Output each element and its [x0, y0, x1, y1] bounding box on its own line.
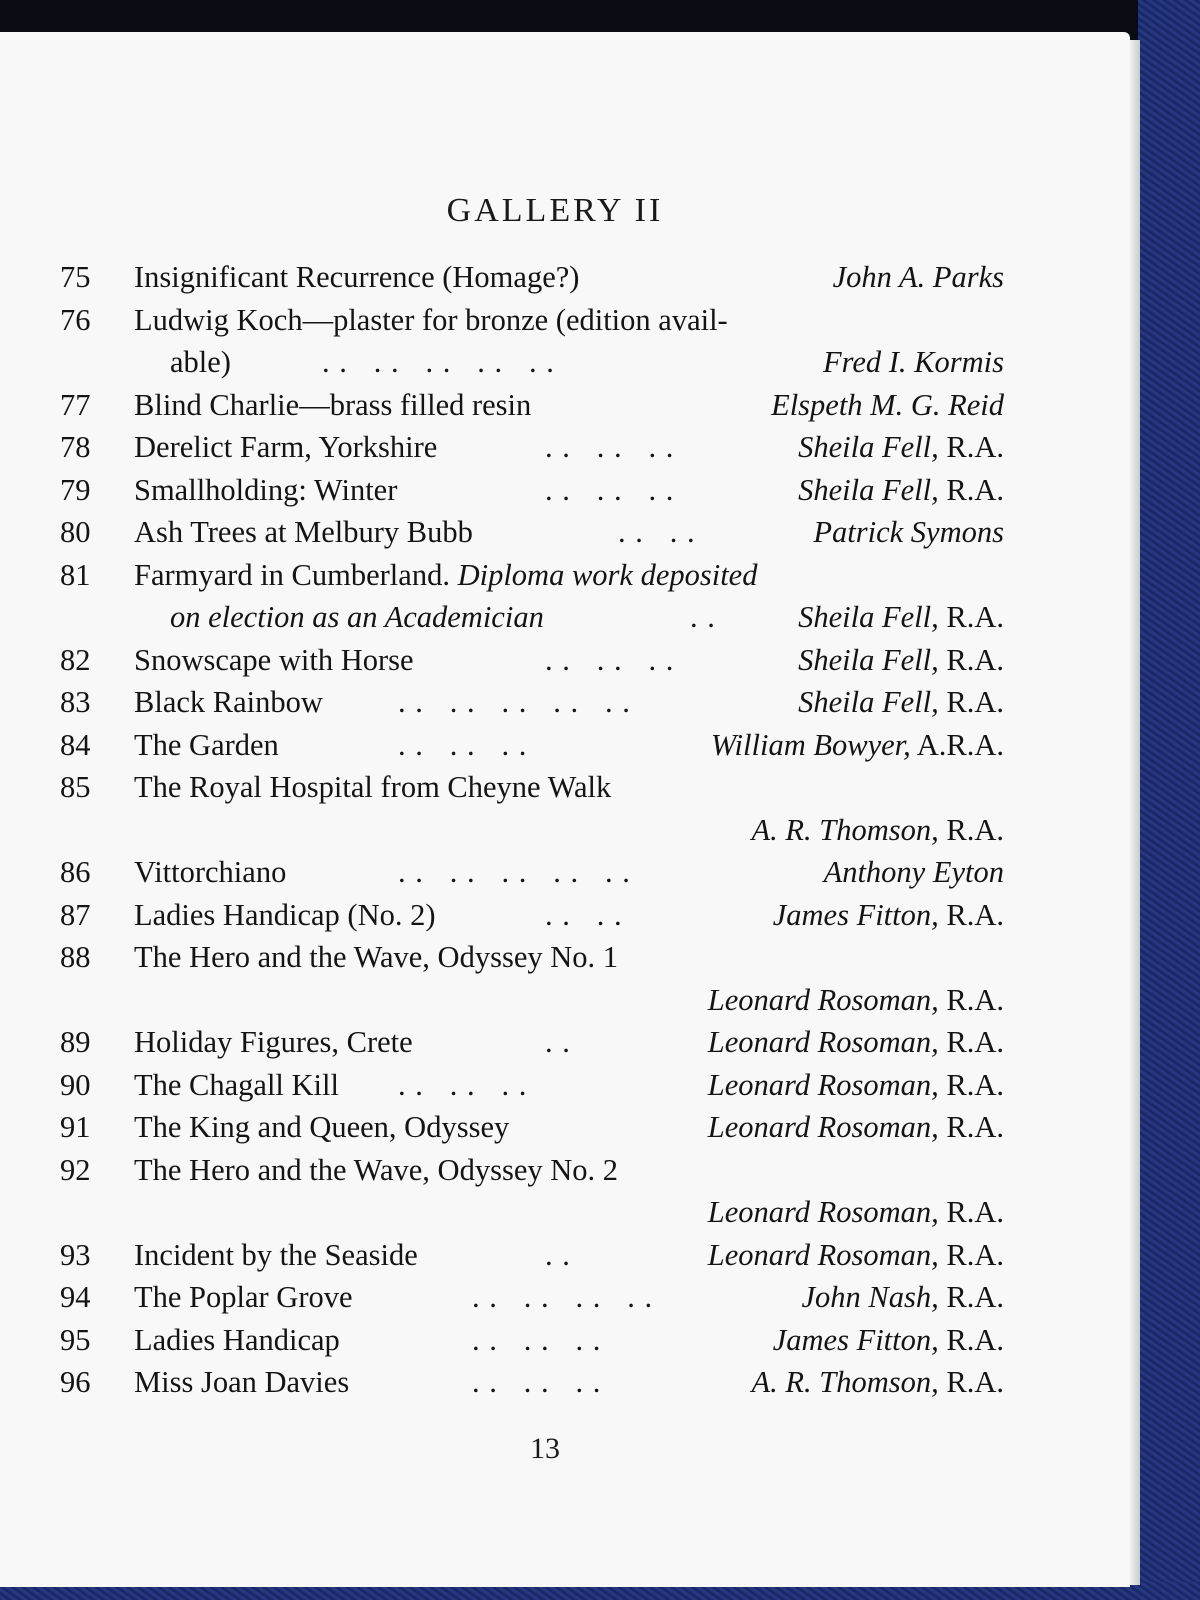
- entry-title-continued: able): [170, 345, 231, 379]
- entry-title: Farmyard in Cumberland. Diploma work deposited: [134, 557, 758, 592]
- entry-number: 90: [60, 1067, 91, 1102]
- dot-leader: . .: [545, 1025, 571, 1059]
- catalogue-entry: [0, 1234, 1130, 1277]
- catalogue-entry: [0, 766, 1130, 851]
- entry-title: Holiday Figures, Crete: [134, 1025, 413, 1059]
- dot-leader: . . . . . .: [398, 1067, 528, 1102]
- dot-leader: . . . . . . . . . .: [398, 685, 631, 719]
- entry-artist: Fred I. Kormis: [822, 345, 1004, 379]
- entry-title: The Royal Hospital from Cheyne Walk: [134, 770, 612, 804]
- entry-artist: Elspeth M. G. Reid: [771, 387, 1004, 422]
- dot-leader: . . . . . . . . . .: [398, 855, 631, 889]
- entry-title: The Poplar Grove: [134, 1280, 353, 1314]
- entry-list: [0, 256, 1130, 1404]
- dot-leader: . . . . . .: [545, 642, 675, 677]
- entry-note: Diploma work deposited: [457, 557, 758, 592]
- catalogue-page: [0, 32, 1130, 1587]
- entry-number: 76: [60, 302, 91, 337]
- entry-title: The Hero and the Wave, Odyssey No. 1: [134, 940, 619, 974]
- dot-leader: . . . . . .: [472, 1365, 602, 1399]
- catalogue-entry: [0, 639, 1130, 682]
- entry-artist: Sheila Fell, R.A.: [798, 685, 1004, 719]
- entry-title: Insignificant Recurrence (Homage?): [134, 260, 580, 294]
- catalogue-entry: [0, 1361, 1130, 1404]
- entry-number: 84: [60, 727, 91, 762]
- entry-number: 88: [60, 940, 91, 974]
- entry-number: 77: [60, 387, 91, 422]
- catalogue-entry: [0, 511, 1130, 554]
- entry-artist: Sheila Fell, R.A.: [798, 430, 1004, 464]
- catalogue-entry: [0, 1149, 1130, 1234]
- catalogue-entry: [0, 384, 1130, 427]
- entry-title: Miss Joan Davies: [134, 1365, 350, 1399]
- entry-title: Incident by the Seaside: [134, 1237, 418, 1272]
- entry-number: 82: [60, 642, 91, 677]
- entry-artist: Sheila Fell, R.A.: [798, 642, 1004, 677]
- entry-artist: Leonard Rosoman, R.A.: [707, 1237, 1004, 1272]
- catalogue-entry: [0, 1064, 1130, 1107]
- dot-leader: . . . . . . . .: [472, 1280, 654, 1314]
- entry-artist: William Bowyer, A.R.A.: [710, 727, 1004, 762]
- entry-number: 81: [60, 557, 91, 592]
- entry-title: Ludwig Koch—plaster for bronze (edition avail-: [134, 302, 728, 337]
- dot-leader: . . . . . .: [545, 472, 675, 507]
- entry-artist: Leonard Rosoman, R.A.: [707, 1110, 1004, 1144]
- entry-artist: A. R. Thomson, R.A.: [751, 1365, 1004, 1399]
- dot-leader: . .: [545, 1237, 571, 1272]
- entry-artist: Leonard Rosoman, R.A.: [707, 1067, 1004, 1102]
- entry-artist: Anthony Eyton: [823, 855, 1004, 889]
- entry-artist: John Nash, R.A.: [801, 1280, 1004, 1314]
- entry-title: Vittorchiano: [134, 855, 287, 889]
- entry-number: 79: [60, 472, 91, 507]
- catalogue-entry: [0, 681, 1130, 724]
- catalogue-entry: [0, 936, 1130, 1021]
- entry-artist: James Fitton, R.A.: [772, 1322, 1004, 1357]
- entry-number: 83: [60, 685, 91, 719]
- entry-title: Black Rainbow: [134, 685, 323, 719]
- catalogue-entry: [0, 256, 1130, 299]
- entry-artist: Sheila Fell, R.A.: [798, 472, 1004, 507]
- entry-title: Ladies Handicap (No. 2): [134, 897, 436, 932]
- book-cover-spine: [1138, 0, 1200, 1600]
- catalogue-entry: [0, 724, 1130, 767]
- dot-leader: . . . . . . . . . .: [322, 345, 555, 379]
- entry-title: The Garden: [134, 727, 279, 762]
- dot-leader: . . . . . .: [472, 1322, 602, 1357]
- dot-leader: . . . . . .: [398, 727, 528, 762]
- entry-number: 92: [60, 1152, 91, 1187]
- entry-artist: Leonard Rosoman, R.A.: [707, 1025, 1004, 1059]
- entry-title: Snowscape with Horse: [134, 642, 414, 677]
- catalogue-entry: [0, 554, 1130, 639]
- catalogue-entry: [0, 1106, 1130, 1149]
- entry-title: Ladies Handicap: [134, 1322, 340, 1357]
- entry-number: 94: [60, 1280, 91, 1314]
- catalogue-entry: [0, 469, 1130, 512]
- entry-number: 95: [60, 1322, 91, 1357]
- entry-number: 80: [60, 515, 91, 549]
- entry-title: Blind Charlie—brass filled resin: [134, 387, 532, 422]
- entry-number: 96: [60, 1365, 91, 1399]
- entry-artist: Sheila Fell, R.A.: [798, 600, 1004, 634]
- catalogue-entry: [0, 426, 1130, 469]
- entry-artist: Leonard Rosoman, R.A.: [707, 1195, 1004, 1229]
- entry-title: Ash Trees at Melbury Bubb: [134, 515, 473, 549]
- dot-leader: . . . .: [545, 897, 623, 932]
- entry-number: 85: [60, 770, 91, 804]
- catalogue-entry: [0, 851, 1130, 894]
- entry-number: 78: [60, 430, 91, 464]
- page-title: GALLERY II: [446, 192, 664, 229]
- entry-artist: Leonard Rosoman, R.A.: [707, 982, 1004, 1017]
- entry-title: The King and Queen, Odyssey: [134, 1110, 510, 1144]
- entry-number: 89: [60, 1025, 91, 1059]
- dot-leader: . .: [690, 600, 716, 634]
- entry-artist: James Fitton, R.A.: [772, 897, 1004, 932]
- catalogue-entry: [0, 894, 1130, 937]
- entry-number: 86: [60, 855, 91, 889]
- dot-leader: . . . . . .: [545, 430, 675, 464]
- page-number: 13: [530, 1432, 560, 1465]
- catalogue-entry: [0, 1276, 1130, 1319]
- entry-title: The Hero and the Wave, Odyssey No. 2: [134, 1152, 619, 1187]
- entry-artist: A. R. Thomson, R.A.: [751, 812, 1004, 847]
- entry-title: The Chagall Kill: [134, 1067, 339, 1102]
- entry-number: 87: [60, 897, 91, 932]
- entry-title: Derelict Farm, Yorkshire: [134, 430, 438, 464]
- dot-leader: . . . .: [618, 515, 696, 549]
- entry-title: Smallholding: Winter: [134, 472, 398, 507]
- catalogue-entry: [0, 1319, 1130, 1362]
- entry-artist: Patrick Symons: [813, 515, 1004, 549]
- catalogue-entry: [0, 299, 1130, 384]
- entry-number: 91: [60, 1110, 91, 1144]
- entry-artist: John A. Parks: [832, 260, 1004, 294]
- entry-number: 75: [60, 260, 91, 294]
- entry-number: 93: [60, 1237, 91, 1272]
- catalogue-entry: [0, 1021, 1130, 1064]
- entry-note-continued: on election as an Academician: [170, 600, 544, 634]
